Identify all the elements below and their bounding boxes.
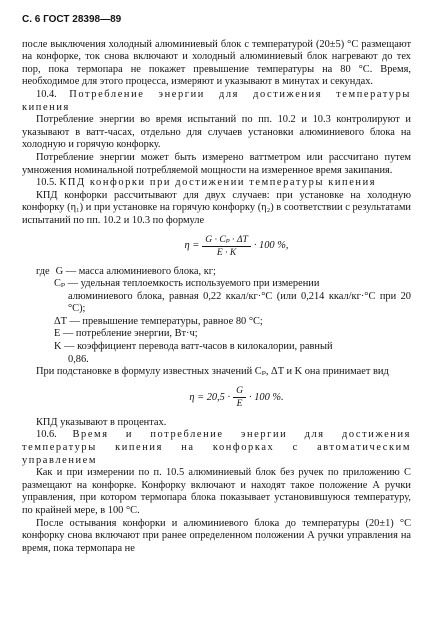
paragraph-10-5-b: При подстановке в формулу известных значений Cₚ, ΔT и K она принимает вид [36, 366, 389, 378]
paragraph-10-6-b: После остывания конфорки и алюминиевого блока до температуры (20±1) °С конфорку снова включают при ранее определенном положении А ручки управления на время, пока термопара не [22, 517, 411, 554]
section-10-5-heading [22, 177, 411, 190]
definition-dt [22, 316, 411, 329]
formula-tail: · 100 %. [249, 391, 284, 403]
section-number: 10.4. [36, 88, 57, 100]
section-title: КПД конфорки при достижении температуры кипения [59, 177, 377, 189]
formula-denominator: E · K [216, 247, 237, 258]
section-10-6-heading [22, 429, 411, 467]
definition-cp-continued: алюминиевого блока, равная 0,22 ккал/кг·°С (или 0,214 ккал/кг·°С при 20 °С); [68, 290, 411, 315]
formula-efficiency [62, 232, 411, 262]
formula-lhs: η = 20,5 · [189, 391, 231, 403]
definition-g [22, 266, 411, 279]
paragraph-10-5-a: КПД конфорки рассчитывают для двух случаев: при установке на холодную конфорку (η₁) и при установке на горячую конфорку (η₂) в соответствии с результатами испытаний по пп. 10.2 и 10.3 по формуле [22, 189, 411, 226]
definition-k-continued: 0,86. [68, 353, 89, 365]
section-title: Время и потребление энергии для достижения температуры кипения на конфорках с автоматическим управлением [22, 429, 411, 466]
formula-numerator: G · Cₚ · ΔT [202, 234, 251, 247]
paragraph-10-4-b: Потребление энергии может быть измерено ваттметром или рассчитано путем умножения номинальной потребляемой мощности на измеренное время закипания. [22, 151, 411, 176]
paragraph-continuation: после выключения холодный алюминиевый блок с температурой (20±5) °С размещают на конфорке, ток снова включают и холодный алюминиевый блок нагревают до тех пор, пока термопара не покажет превышение температуры на 80 °С. Время, необходимое для этого процесса, измеряют и указывают в минутах и секундах. [22, 38, 411, 88]
section-number: 10.6. [36, 429, 57, 441]
definition-e [22, 328, 411, 341]
paragraph-10-4-a: Потребление энергии во время испытаний по пп. 10.2 и 10.3 контролируют и указывают в ватт-часах, отдельно для случаев установки алюминиевого блока на холодную и горячую конфорку. [22, 114, 411, 151]
definition-text: ΔT — превышение температуры, равное 80 °С; [54, 315, 263, 327]
definition-text: K — коэффициент перевода ватт-часов в килокалории, равный [54, 341, 333, 353]
definition-text: G — масса алюминиевого блока, кг; [55, 265, 216, 277]
page-header: С. 6 ГОСТ 28398—89 [22, 14, 122, 25]
paragraph-10-5-c: КПД указывают в процентах. [36, 416, 167, 428]
formula-denominator: E [236, 398, 243, 410]
section-title: Потребление энергии для достижения температуры кипения [22, 88, 411, 113]
formula-fraction [202, 234, 251, 259]
definition-text: Cₚ — удельная теплоемкость используемого при измерении [54, 278, 320, 290]
definition-k [22, 341, 411, 354]
formula-lhs: η = [184, 240, 200, 252]
definition-text: E — потребление энергии, Вт·ч; [54, 328, 198, 340]
formula-tail: · 100 %, [253, 240, 289, 252]
formula-fraction [233, 385, 246, 410]
where-label: где [36, 265, 50, 277]
section-10-4-heading [22, 89, 411, 114]
section-number: 10.5. [36, 177, 57, 189]
paragraph-10-6-a: Как и при измерении по п. 10.5 алюминиевый блок без ручек по приложению С размещают на конфорке. Конфорку включают и находят такое положение А ручки управления, при котором термопара блока показывает установившуюся температуру, по крайней мере, в 100 °С. [22, 467, 411, 516]
formula-efficiency-simplified [62, 383, 411, 413]
definition-cp [22, 278, 411, 291]
variable-definitions [22, 266, 411, 367]
formula-numerator: G [233, 385, 246, 398]
